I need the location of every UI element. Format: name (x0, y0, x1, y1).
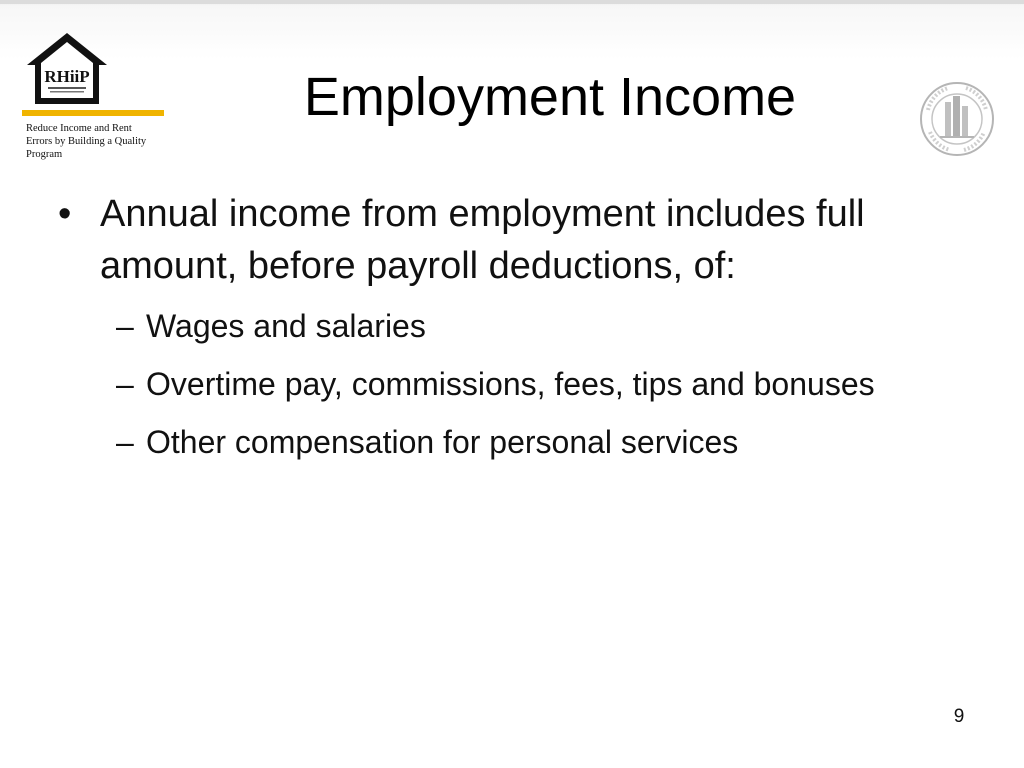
sub-item (58, 420, 978, 464)
sub-item-marker: – (116, 424, 134, 460)
sub-item-text: Wages and salaries (146, 308, 426, 344)
logo-caption (26, 122, 176, 161)
hud-seal-icon (918, 80, 996, 158)
sub-item-marker: – (116, 308, 134, 344)
logo-caption-line: Reduce Income and Rent (26, 123, 132, 134)
sub-item (58, 362, 978, 406)
sub-item-text: Overtime pay, commissions, fees, tips and bonuses (146, 366, 875, 402)
slide-title: Employment Income (303, 67, 797, 127)
logo-caption-line: Errors by Building a Quality (26, 136, 147, 147)
bullet-text: Annual income from employment includes full amount, before payroll deductions, of: (100, 193, 865, 287)
sub-item-marker: – (116, 366, 134, 402)
bullet-marker: • (58, 193, 72, 235)
logo-mark-text: RHiiP (44, 67, 90, 86)
logo-caption-line: Program (26, 149, 63, 160)
slide-content (58, 188, 978, 464)
sub-item-text: Other compensation for personal services (146, 424, 739, 460)
sub-item (58, 304, 978, 348)
page-number: 9 (953, 706, 965, 727)
house-logo-icon (22, 30, 112, 108)
top-rule (0, 0, 1024, 4)
rhiip-logo (22, 30, 172, 165)
logo-accent-bar (22, 110, 167, 118)
bullet-item (58, 188, 978, 292)
